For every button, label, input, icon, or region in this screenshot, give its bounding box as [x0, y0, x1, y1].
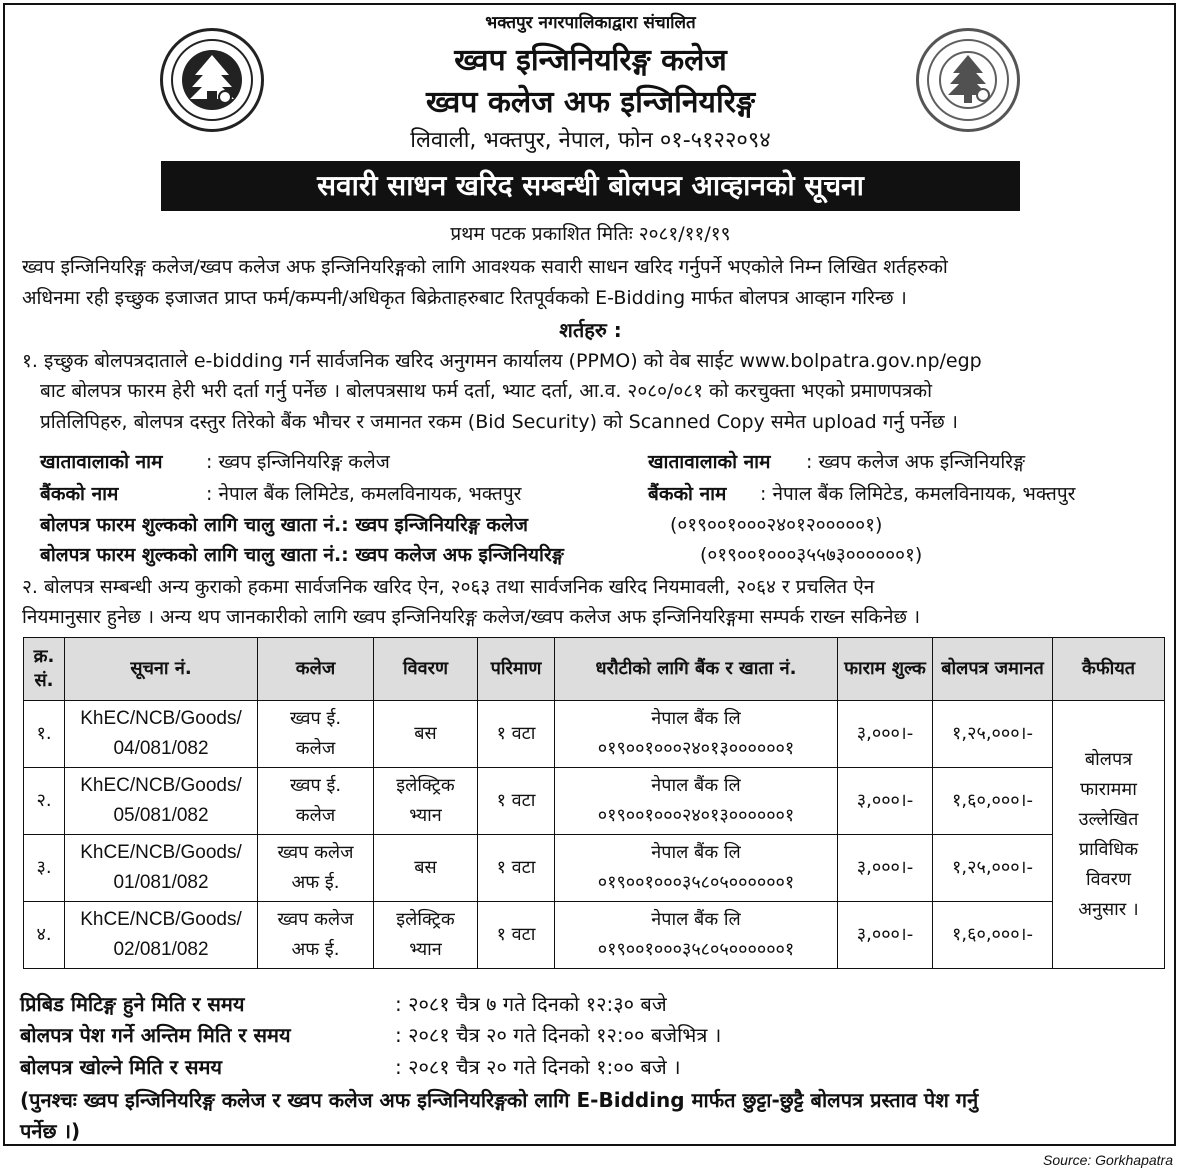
notice-title-banner: सवारी साधन खरिद सम्बन्धी बोलपत्र आव्हानको सूचना [161, 161, 1020, 211]
table-row [24, 768, 1165, 835]
bank-name: नेपाल बैंक लि [651, 842, 741, 863]
college-name-2: ख्वप कलेज अफ इन्जिनियरिङ्ग [426, 85, 755, 120]
remarks-line: अनुसार । [1078, 898, 1139, 920]
college-part-2: कलेज [295, 805, 336, 826]
account-holder-label-1: खातावालाको नाम [40, 451, 163, 473]
fee-account-2-number: (०१९००१०००३५५७३००००००१) [700, 544, 923, 566]
bank-name-value-1: : नेपाल बैंक लिमिटेड, कमलविनायक, भक्तपुर [206, 483, 522, 505]
notice-no-part-1: KhCE/NCB/Goods/ [80, 909, 242, 930]
account-holder-label-2: खातावालाको नाम [648, 451, 771, 473]
remarks-line: उल्लेखित [1078, 808, 1139, 830]
opening-label: बोलपत्र खोल्ने मिति र समय [20, 1055, 223, 1079]
cell-bid-security: १,६०,०००।- [933, 902, 1053, 969]
header-bid-security: बोलपत्र जमानत [933, 638, 1053, 701]
cell-bid-security: १,२५,०००।- [933, 701, 1053, 768]
cell-description [374, 902, 478, 969]
cell-deposit-account [555, 902, 838, 969]
bank-name-value-2: : नेपाल बैंक लिमिटेड, कमलविनायक, भक्तपुर [760, 483, 1076, 505]
notice-no-part-2: 01/081/082 [113, 872, 209, 893]
header-notice-no: सूचना नं. [65, 638, 258, 701]
account-holder-value-1: : ख्वप इन्जिनियरिङ्ग कलेज [206, 451, 390, 473]
account-number: ०१९००१०००२४०१३००००००१ [597, 738, 795, 759]
cell-college [258, 902, 374, 969]
table-row [24, 701, 1165, 768]
cell-deposit-account [555, 701, 838, 768]
cell-sn: २. [24, 768, 65, 835]
notice-no-part-2: 04/081/082 [113, 738, 209, 759]
bank-name-label-2: बैंकको नाम [648, 483, 727, 505]
college-part-1: ख्वप ई. [289, 708, 342, 729]
remarks-line: बोलपत्र [1084, 748, 1133, 770]
notice-no-part-1: KhEC/NCB/Goods/ [80, 775, 242, 796]
condition-1-line-1: १. इच्छुक बोलपत्रदाताले e-bidding गर्न सार्वजनिक खरिद अनुगमन कार्यालय (PPMO) को वेब साईट www.bolpatra.gov.np/egp [22, 350, 982, 372]
cell-bid-security: १,६०,०००।- [933, 768, 1053, 835]
cell-form-fee: ३,०००।- [838, 768, 933, 835]
notice-no-part-2: 05/081/082 [113, 805, 209, 826]
college-part-1: ख्वप कलेज [277, 842, 354, 863]
remarks-line: प्राविधिक [1078, 838, 1139, 860]
submission-label: बोलपत्र पेश गर्ने अन्तिम मिति र समय [20, 1023, 291, 1047]
account-holder-value-2: : ख्वप कलेज अफ इन्जिनियरिङ्ग [806, 451, 1026, 473]
prebid-label: प्रिबिड मिटिङ्ग हुने मिति र समय [20, 992, 245, 1016]
submission-value: : २०८१ चैत्र २० गते दिनको १२:०० बजेभित्र । [395, 1023, 722, 1047]
remarks-line: फाराममा [1080, 778, 1137, 800]
header-quantity: परिमाण [478, 638, 555, 701]
college-part-2: कलेज [295, 738, 336, 759]
intro-line-1: ख्वप इन्जिनियरिङ्ग कलेज/ख्वप कलेज अफ इन्जिनियरिङ्गको लागि आवश्यक सवारी साधन खरिद गर्नुपर्ने भएकोले निम्न लिखित शर्तहरुको [22, 256, 948, 278]
college-address: लिवाली, भक्तपुर, नेपाल, फोन ०१-५१२२०९४ [410, 128, 771, 153]
cell-description [374, 701, 478, 768]
cell-quantity: १ वटा [478, 701, 555, 768]
cell-form-fee: ३,०००।- [838, 835, 933, 902]
account-number: ०१९००१०००३५८०५००००००१ [597, 872, 795, 893]
postscript-line-2: पर्नेछ ।) [20, 1119, 81, 1143]
cell-college [258, 768, 374, 835]
notice-no-part-1: KhCE/NCB/Goods/ [80, 842, 242, 863]
header-college: कलेज [258, 638, 374, 701]
condition-2-line-2: नियमानुसार हुनेछ । अन्य थप जानकारीको लागि ख्वप इन्जिनियरिङ्ग कलेज/ख्वप कलेज अफ इन्जिनियरिङ्गमा सम्पर्क राख्न सकिनेछ । [22, 606, 921, 628]
cell-notice-no [65, 902, 258, 969]
cell-sn: ४. [24, 902, 65, 969]
description-part-2: भ्यान [409, 939, 442, 960]
source-credit: Source: Gorkhapatra [1043, 1152, 1173, 1168]
account-number: ०१९००१०००२४०१३००००००१ [597, 805, 795, 826]
college-part-2: अफ ई. [291, 872, 340, 893]
remarks-line: विवरण [1085, 868, 1132, 890]
description-part-1: इलेक्ट्रिक [396, 775, 455, 796]
account-number: ०१९००१०००३५८०५००००००१ [597, 939, 795, 960]
cell-quantity: १ वटा [478, 902, 555, 969]
published-date: प्रथम पटक प्रकाशित मितिः २०८१/११/१९ [450, 223, 731, 245]
prebid-value: : २०८१ चैत्र ७ गते दिनको १२:३० बजे [395, 992, 667, 1016]
table-header-row [24, 638, 1165, 701]
header-deposit-account: धरौटीको लागि बैंक र खाता नं. [555, 638, 838, 701]
cell-form-fee: ३,०००।- [838, 701, 933, 768]
cell-quantity: १ वटा [478, 835, 555, 902]
condition-1-line-3: प्रतिलिपिहरु, बोलपत्र दस्तुर तिरेको बैंक भौचर र जमानत रकम (Bid Security) को Scanned Copy समेत upload गर्नु पर्नेछ । [40, 411, 958, 433]
conditions-heading: शर्तहरु : [559, 318, 622, 342]
cell-notice-no [65, 768, 258, 835]
cell-sn: १. [24, 701, 65, 768]
cell-deposit-account [555, 768, 838, 835]
header-sn: क्र. सं. [24, 638, 65, 701]
notice-no-part-2: 02/081/082 [113, 939, 209, 960]
bid-table [23, 637, 1165, 969]
college-name-1: ख्वप इन्जिनियरिङ्ग कलेज [454, 43, 727, 78]
bank-name: नेपाल बैंक लि [651, 909, 741, 930]
cell-description [374, 768, 478, 835]
college-part-1: ख्वप कलेज [277, 909, 354, 930]
cell-notice-no [65, 701, 258, 768]
cell-quantity: १ वटा [478, 768, 555, 835]
cell-description [374, 835, 478, 902]
college-part-1: ख्वप ई. [289, 775, 342, 796]
bank-name: नेपाल बैंक लि [651, 775, 741, 796]
fee-account-1-number: (०१९००१०००२४०१२०००००१) [670, 514, 883, 536]
description-part-1: इलेक्ट्रिक [396, 909, 455, 930]
fee-account-2-label: बोलपत्र फारम शुल्कको लागि चालु खाता नं.: ख्वप कलेज अफ इन्जिनियरिङ्ग [40, 544, 564, 566]
intro-line-2: अधिनमा रही इच्छुक इजाजत प्राप्त फर्म/कम्पनी/अधिकृत बिक्रेताहरुबाट रितपूर्वकको E-Bidding मार्फत बोलपत्र आव्हान गरिन्छ । [22, 287, 907, 309]
header-remarks: कैफीयत [1053, 638, 1165, 701]
table-row [24, 902, 1165, 969]
description-part-1: बस [414, 857, 437, 878]
condition-1-line-2: बाट बोलपत्र फारम हेरी भरी दर्ता गर्नु पर्नेछ । बोलपत्रसाथ फर्म दर्ता, भ्याट दर्ता, आ.व. २०८०/०८१ को करचुक्ता भएको प्रमाणपत्रको [40, 380, 933, 402]
cell-remarks [1053, 701, 1165, 969]
bank-name-label-1: बैंकको नाम [40, 483, 119, 505]
cell-notice-no [65, 835, 258, 902]
table-row [24, 835, 1165, 902]
cell-form-fee: ३,०००।- [838, 902, 933, 969]
cell-bid-security: १,२५,०००।- [933, 835, 1053, 902]
cell-deposit-account [555, 835, 838, 902]
cell-college [258, 701, 374, 768]
cell-sn: ३. [24, 835, 65, 902]
college-part-2: अफ ई. [291, 939, 340, 960]
fee-account-1-label: बोलपत्र फारम शुल्कको लागि चालु खाता नं.: ख्वप इन्जिनियरिङ्ग कलेज [40, 514, 528, 536]
postscript-line-1: (पुनश्चः ख्वप इन्जिनियरिङ्ग कलेज र ख्वप कलेज अफ इन्जिनियरिङ्गको लागि E-Bidding मार्फत छुट्टा-छुट्टै बोलपत्र प्रस्ताव पेश गर्नु [20, 1088, 979, 1112]
description-part-2: भ्यान [409, 805, 442, 826]
notice-no-part-1: KhEC/NCB/Goods/ [80, 708, 242, 729]
managed-by-text: भक्तपुर नगरपालिकाद्वारा संचालित [485, 13, 696, 33]
description-part-1: बस [414, 723, 437, 744]
header-form-fee: फाराम शुल्क [838, 638, 933, 701]
opening-value: : २०८१ चैत्र २० गते दिनको १:०० बजे । [395, 1055, 681, 1079]
header-description: विवरण [374, 638, 478, 701]
cell-college [258, 835, 374, 902]
condition-2-line-1: २. बोलपत्र सम्बन्धी अन्य कुराको हकमा सार्वजनिक खरिद ऐन, २०६३ तथा सार्वजनिक खरिद नियमावली, २०६४ र प्रचलित ऐन [22, 576, 875, 598]
bank-name: नेपाल बैंक लि [651, 708, 741, 729]
